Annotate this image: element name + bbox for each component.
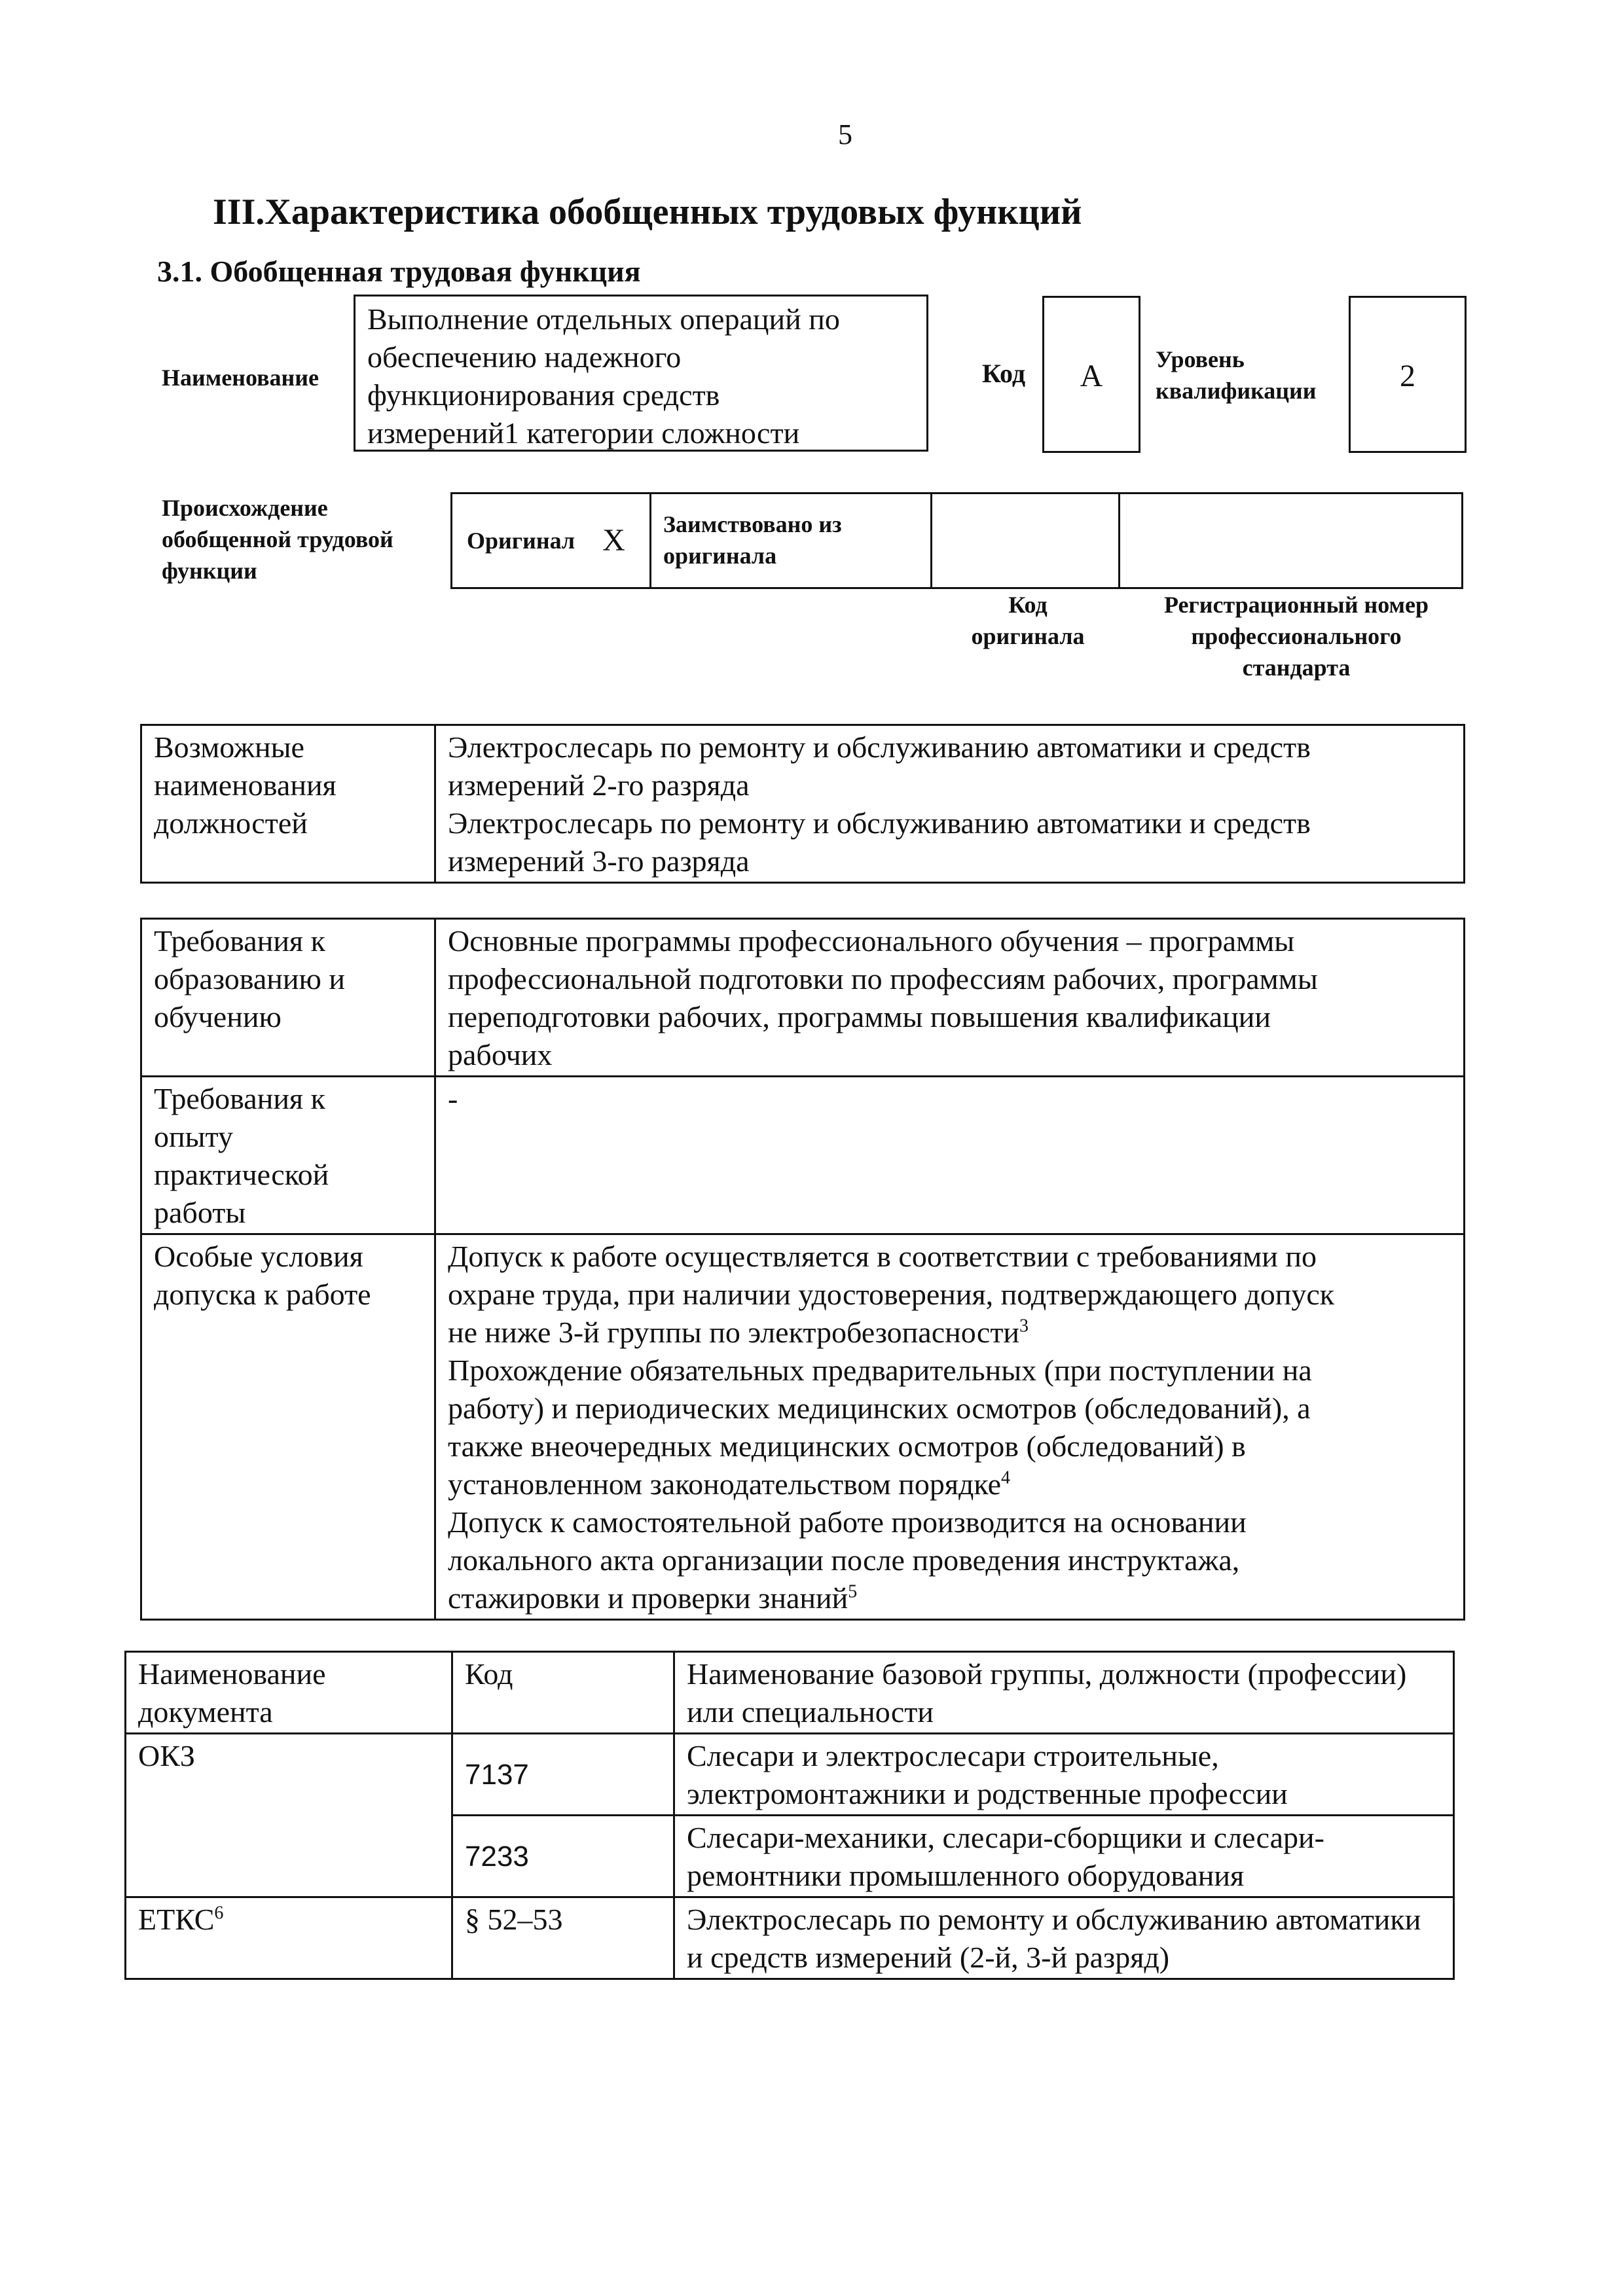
okz-name-cell — [674, 1816, 1454, 1897]
label-line: работы — [154, 1196, 246, 1229]
origin-label — [162, 492, 393, 586]
admission-label-cell — [141, 1234, 435, 1620]
qualification-level-value: 2 — [1349, 296, 1467, 453]
value-line: - — [448, 1082, 458, 1115]
function-name-line: функционирования средств — [367, 378, 720, 412]
value-line: и средств измерений (2-й, 3-й разряд) — [687, 1941, 1170, 1974]
value-line: Электрослесарь по ремонту и обслуживанию автоматики и средств — [448, 730, 1311, 764]
value-text: установленном законодательством порядке — [448, 1467, 1002, 1501]
okz-name-cell — [674, 1734, 1454, 1816]
origin-row — [450, 492, 1467, 589]
admission-value-cell — [435, 1234, 1465, 1620]
positions-label-cell — [141, 725, 435, 883]
positions-table — [140, 724, 1465, 884]
etks-doc-text: ЕТКС — [138, 1903, 215, 1936]
footnote-ref: 5 — [848, 1581, 858, 1602]
table-row — [126, 1897, 1454, 1979]
label-line: опыту — [154, 1120, 234, 1153]
label-line: образованию и — [154, 962, 345, 996]
borrowed-label-line: оригинала — [663, 543, 777, 569]
value-line: Прохождение обязательных предварительных (при поступлении на — [448, 1354, 1312, 1387]
okz-code-cell: 7137 — [452, 1734, 674, 1816]
value-line: профессиональной подготовки по профессиям рабочих, программы — [448, 962, 1318, 996]
caption-line: Код — [1008, 592, 1048, 618]
value-line: измерений 2-го разряда — [448, 768, 750, 802]
value-line: Допуск к работе осуществляется в соответствии с требованиями по — [448, 1240, 1317, 1273]
education-value-cell — [435, 919, 1465, 1077]
header-line: Наименование — [138, 1657, 326, 1691]
table-header-row — [126, 1652, 1454, 1734]
etks-name-cell — [674, 1897, 1454, 1979]
value-text: стажировки и проверки знаний — [448, 1581, 848, 1615]
level-label-line: квалификации — [1156, 378, 1317, 404]
label-line: практической — [154, 1158, 329, 1191]
header-code-cell: Код — [452, 1652, 674, 1734]
page-number: 5 — [838, 118, 852, 151]
header-line: или специальности — [687, 1695, 934, 1729]
value-line: также внеочередных медицинских осмотров (обследований) в — [448, 1429, 1246, 1463]
header-doc-cell — [126, 1652, 452, 1734]
section-title: III.Характеристика обобщенных трудовых функций — [213, 192, 1082, 232]
origin-borrowed-cell — [649, 492, 932, 589]
label-line: Возможные — [154, 730, 304, 764]
value-line: электромонтажники и родственные профессии — [687, 1777, 1288, 1810]
value-line: Слесари-механики, слесари-сборщики и слесари- — [687, 1821, 1324, 1854]
function-name-line: Выполнение отдельных операций по — [367, 302, 840, 336]
requirements-table — [140, 918, 1465, 1621]
level-label-line: Уровень — [1156, 346, 1245, 372]
positions-value-cell — [435, 725, 1465, 883]
label-line: Требования к — [154, 1082, 325, 1115]
subsection-title: 3.1. Обобщенная трудовая функция — [157, 255, 641, 288]
etks-doc-cell — [126, 1897, 452, 1979]
value-line: измерений 3-го разряда — [448, 844, 750, 878]
header-group-cell — [674, 1652, 1454, 1734]
okz-doc-cell: ОКЗ — [126, 1734, 452, 1897]
function-name-line: измерений1 категории сложности — [367, 416, 800, 450]
label-line: Особые условия — [154, 1240, 363, 1273]
origin-reg-caption — [1151, 589, 1442, 683]
qualification-level-label — [1156, 344, 1317, 406]
value-line: работу) и периодических медицинских осмотров (обследований), а — [448, 1391, 1311, 1425]
value-line — [448, 1579, 1451, 1617]
origin-label-line: Происхождение — [162, 495, 328, 521]
origin-label-line: функции — [162, 558, 257, 584]
function-name-box — [354, 295, 928, 452]
table-row — [126, 1734, 1454, 1816]
table-row — [141, 725, 1465, 883]
table-row — [141, 919, 1465, 1077]
origin-label-line: обобщенной трудовой — [162, 526, 393, 552]
origin-code-cell — [930, 492, 1120, 589]
caption-line: оригинала — [971, 623, 1085, 649]
value-line: Основные программы профессионального обучения – программы — [448, 924, 1295, 958]
caption-line: профессионального — [1191, 623, 1402, 649]
function-code-label: Код — [982, 359, 1026, 388]
education-label-cell — [141, 919, 435, 1077]
origin-reg-number-cell — [1118, 492, 1463, 589]
footnote-ref: 4 — [1001, 1467, 1011, 1488]
classifier-table — [124, 1651, 1455, 1980]
label-line: должностей — [154, 806, 308, 840]
value-line — [448, 1314, 1451, 1352]
value-line: охране труда, при наличии удостоверения, подтверждающего допуск — [448, 1278, 1335, 1311]
label-line: Требования к — [154, 924, 325, 958]
footnote-ref: 3 — [1019, 1316, 1029, 1336]
footnote-ref: 6 — [214, 1903, 224, 1924]
borrowed-label-line: Заимствовано из — [663, 511, 842, 537]
header-line: Наименование базовой группы, должности (профессии) — [687, 1657, 1407, 1691]
function-name-label: Наименование — [162, 365, 319, 391]
function-name-line: обеспечению надежного — [367, 340, 682, 374]
original-label: Оригинал — [467, 528, 575, 554]
value-line: Слесари и электрослесари строительные, — [687, 1739, 1219, 1772]
value-line: локального акта организации после проведения инструктажа, — [448, 1543, 1240, 1577]
caption-line: Регистрационный номер — [1163, 592, 1429, 618]
origin-original-cell — [450, 492, 651, 589]
label-line: обучению — [154, 1000, 282, 1033]
experience-label-cell — [141, 1077, 435, 1234]
original-mark: X — [602, 523, 625, 558]
value-line: Допуск к самостоятельной работе производится на основании — [448, 1505, 1247, 1539]
value-line: рабочих — [448, 1038, 553, 1071]
experience-value-cell — [435, 1077, 1465, 1234]
value-line: ремонтники промышленного оборудования — [687, 1859, 1245, 1892]
function-code-value: А — [1042, 296, 1140, 453]
header-line: документа — [138, 1695, 273, 1729]
table-row — [141, 1234, 1465, 1620]
table-row — [141, 1077, 1465, 1234]
value-line: Электрослесарь по ремонту и обслуживанию автоматики и средств — [448, 806, 1311, 840]
value-line: Электрослесарь по ремонту и обслуживанию автоматики — [687, 1903, 1421, 1936]
value-line — [448, 1465, 1451, 1503]
caption-line: стандарта — [1242, 655, 1351, 681]
etks-code-cell: § 52–53 — [452, 1897, 674, 1979]
label-line: допуска к работе — [154, 1278, 371, 1311]
okz-code-cell: 7233 — [452, 1816, 674, 1897]
origin-code-caption — [962, 589, 1093, 652]
label-line: наименования — [154, 768, 337, 802]
value-line: переподготовки рабочих, программы повышения квалификации — [448, 1000, 1271, 1033]
value-text: не ниже 3-й группы по электробезопасности — [448, 1316, 1020, 1349]
